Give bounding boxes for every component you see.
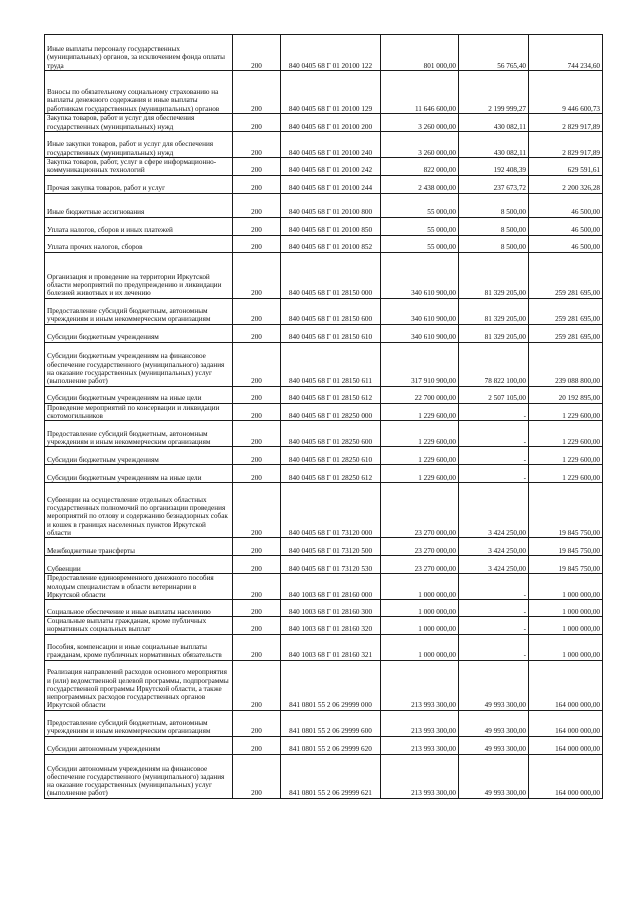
row-approved-cell: 1 000 000,00 <box>381 617 459 635</box>
row-executed-cell: - <box>459 403 529 421</box>
row-executed-cell: - <box>459 447 529 465</box>
row-budget-code-cell: 841 0801 55 2 06 29999 620 <box>281 736 381 754</box>
row-approved-cell: 1 229 600,00 <box>381 465 459 483</box>
row-budget-code-cell: 841 0801 55 2 06 29999 000 <box>281 660 381 710</box>
row-unexecuted-cell: 1 000 000,00 <box>529 600 603 617</box>
row-name-cell: Иные бюджетные ассигнования <box>45 193 233 217</box>
row-approved-cell: 1 229 600,00 <box>381 421 459 447</box>
row-unexecuted-cell: 1 229 600,00 <box>529 465 603 483</box>
row-name-cell: Субсидии автономным учреждениям на финансовое обеспечение государственного (муниципального) задания на оказание государственных (муниципальных) услуг (выполнение работ) <box>45 754 233 798</box>
row-approved-cell: 1 229 600,00 <box>381 403 459 421</box>
row-unexecuted-cell: 744 234,60 <box>529 35 603 71</box>
row-executed-cell: - <box>459 465 529 483</box>
row-executed-cell: - <box>459 617 529 635</box>
row-executed-cell: 56 765,40 <box>459 35 529 71</box>
row-name-cell: Предоставление субсидий бюджетным, автономным учреждениям и иным некоммерческим организациям <box>45 421 233 447</box>
row-budget-code-cell: 841 0801 55 2 06 29999 600 <box>281 710 381 736</box>
row-unexecuted-cell: 629 591,61 <box>529 158 603 176</box>
row-budget-code-cell: 841 0801 55 2 06 29999 621 <box>281 754 381 798</box>
table-row <box>45 556 603 574</box>
table-row <box>45 217 603 235</box>
row-name-cell: Закупка товаров, работ, услуг в сфере информационно-коммуникационных технологий <box>45 158 233 176</box>
row-approved-cell: 22 700 000,00 <box>381 386 459 403</box>
row-budget-code-cell: 840 0405 68 Г 01 73120 530 <box>281 556 381 574</box>
row-budget-code-cell: 840 0405 68 Г 01 28150 000 <box>281 252 381 298</box>
row-executed-cell: 8 500,00 <box>459 217 529 235</box>
row-executed-cell: 3 424 250,00 <box>459 483 529 538</box>
row-executed-cell: - <box>459 634 529 660</box>
row-executed-cell: - <box>459 574 529 600</box>
row-executed-cell: - <box>459 421 529 447</box>
row-unexecuted-cell: 259 281 695,00 <box>529 298 603 324</box>
row-unexecuted-cell: 164 000 000,00 <box>529 736 603 754</box>
row-executed-cell: 237 673,72 <box>459 175 529 193</box>
row-approved-cell: 213 993 300,00 <box>381 710 459 736</box>
row-budget-code-cell: 840 0405 68 Г 01 20100 800 <box>281 193 381 217</box>
row-name-cell: Проведение мероприятий по консервации и ликвидации скотомогильников <box>45 403 233 421</box>
row-unexecuted-cell: 1 000 000,00 <box>529 574 603 600</box>
row-name-cell: Межбюджетные трансферты <box>45 538 233 556</box>
row-unexecuted-cell: 46 500,00 <box>529 217 603 235</box>
row-line-code-cell: 200 <box>233 132 281 158</box>
row-approved-cell: 23 270 000,00 <box>381 556 459 574</box>
row-budget-code-cell: 840 1003 68 Г 01 28160 321 <box>281 634 381 660</box>
table-row <box>45 403 603 421</box>
table-row <box>45 324 603 342</box>
row-approved-cell: 1 000 000,00 <box>381 634 459 660</box>
row-budget-code-cell: 840 0405 68 Г 01 28250 612 <box>281 465 381 483</box>
table-row <box>45 235 603 252</box>
row-line-code-cell: 200 <box>233 235 281 252</box>
row-budget-code-cell: 840 0405 68 Г 01 20100 852 <box>281 235 381 252</box>
row-approved-cell: 11 646 600,00 <box>381 71 459 114</box>
row-budget-code-cell: 840 0405 68 Г 01 20100 122 <box>281 35 381 71</box>
row-unexecuted-cell: 164 000 000,00 <box>529 710 603 736</box>
row-executed-cell: 49 993 300,00 <box>459 660 529 710</box>
table-row <box>45 193 603 217</box>
table-row <box>45 660 603 710</box>
row-unexecuted-cell: 1 000 000,00 <box>529 634 603 660</box>
row-line-code-cell: 200 <box>233 710 281 736</box>
row-executed-cell: 78 822 100,00 <box>459 342 529 386</box>
row-approved-cell: 340 610 900,00 <box>381 298 459 324</box>
row-approved-cell: 23 270 000,00 <box>381 483 459 538</box>
row-line-code-cell: 200 <box>233 447 281 465</box>
row-name-cell: Субвенции <box>45 556 233 574</box>
row-approved-cell: 1 000 000,00 <box>381 600 459 617</box>
row-line-code-cell: 200 <box>233 617 281 635</box>
row-name-cell: Субсидии автономным учреждениям <box>45 736 233 754</box>
row-unexecuted-cell: 1 229 600,00 <box>529 447 603 465</box>
row-name-cell: Предоставление субсидий бюджетным, автономным учреждениям и иным некоммерческим организациям <box>45 710 233 736</box>
row-approved-cell: 23 270 000,00 <box>381 538 459 556</box>
row-approved-cell: 213 993 300,00 <box>381 660 459 710</box>
row-name-cell: Закупка товаров, работ и услуг для обеспечения государственных (муниципальных) нужд <box>45 114 233 132</box>
row-approved-cell: 822 000,00 <box>381 158 459 176</box>
row-budget-code-cell: 840 0405 68 Г 01 73120 000 <box>281 483 381 538</box>
row-approved-cell: 1 000 000,00 <box>381 574 459 600</box>
row-executed-cell: 49 993 300,00 <box>459 710 529 736</box>
row-budget-code-cell: 840 0405 68 Г 01 20100 242 <box>281 158 381 176</box>
row-line-code-cell: 200 <box>233 175 281 193</box>
row-line-code-cell: 200 <box>233 465 281 483</box>
row-budget-code-cell: 840 0405 68 Г 01 20100 244 <box>281 175 381 193</box>
table-row <box>45 158 603 176</box>
row-unexecuted-cell: 46 500,00 <box>529 235 603 252</box>
budget-execution-table <box>44 34 603 799</box>
row-line-code-cell: 200 <box>233 600 281 617</box>
row-line-code-cell: 200 <box>233 324 281 342</box>
row-name-cell: Уплата налогов, сборов и иных платежей <box>45 217 233 235</box>
row-approved-cell: 55 000,00 <box>381 217 459 235</box>
row-line-code-cell: 200 <box>233 754 281 798</box>
row-budget-code-cell: 840 0405 68 Г 01 73120 500 <box>281 538 381 556</box>
row-approved-cell: 317 910 900,00 <box>381 342 459 386</box>
row-line-code-cell: 200 <box>233 342 281 386</box>
row-line-code-cell: 200 <box>233 252 281 298</box>
row-line-code-cell: 200 <box>233 556 281 574</box>
row-executed-cell: 8 500,00 <box>459 193 529 217</box>
row-unexecuted-cell: 2 200 326,28 <box>529 175 603 193</box>
row-name-cell: Уплата прочих налогов, сборов <box>45 235 233 252</box>
table-row <box>45 538 603 556</box>
row-budget-code-cell: 840 0405 68 Г 01 28250 610 <box>281 447 381 465</box>
row-name-cell: Иные выплаты персоналу государственных (муниципальных) органов, за исключением фонда оплаты труда <box>45 35 233 71</box>
row-approved-cell: 55 000,00 <box>381 193 459 217</box>
row-executed-cell: 430 082,11 <box>459 132 529 158</box>
row-executed-cell: 81 329 205,00 <box>459 252 529 298</box>
row-name-cell: Субсидии бюджетным учреждениям на иные цели <box>45 465 233 483</box>
table-row <box>45 754 603 798</box>
row-budget-code-cell: 840 0405 68 Г 01 28150 610 <box>281 324 381 342</box>
row-approved-cell: 3 260 000,00 <box>381 132 459 158</box>
row-approved-cell: 213 993 300,00 <box>381 736 459 754</box>
row-line-code-cell: 200 <box>233 483 281 538</box>
row-unexecuted-cell: 2 829 917,89 <box>529 114 603 132</box>
row-name-cell: Предоставление единовременного денежного пособия молодым специалистам в области ветеринарии в Иркутской области <box>45 574 233 600</box>
row-executed-cell: 49 993 300,00 <box>459 736 529 754</box>
row-approved-cell: 340 610 900,00 <box>381 324 459 342</box>
row-line-code-cell: 200 <box>233 158 281 176</box>
row-budget-code-cell: 840 0405 68 Г 01 28150 611 <box>281 342 381 386</box>
table-body <box>45 35 603 799</box>
row-executed-cell: 192 408,39 <box>459 158 529 176</box>
row-budget-code-cell: 840 0405 68 Г 01 28250 000 <box>281 403 381 421</box>
row-name-cell: Организация и проведение на территории Иркутской области мероприятий по предупреждению и ликвидации болезней животных и их лечению <box>45 252 233 298</box>
row-line-code-cell: 200 <box>233 298 281 324</box>
table-row <box>45 132 603 158</box>
row-line-code-cell: 200 <box>233 660 281 710</box>
row-executed-cell: 3 424 250,00 <box>459 538 529 556</box>
row-unexecuted-cell: 19 845 750,00 <box>529 538 603 556</box>
row-line-code-cell: 200 <box>233 193 281 217</box>
row-approved-cell: 2 438 000,00 <box>381 175 459 193</box>
table-row <box>45 574 603 600</box>
table-row <box>45 634 603 660</box>
row-name-cell: Субсидии бюджетным учреждениям на иные цели <box>45 386 233 403</box>
table-row <box>45 600 603 617</box>
row-name-cell: Субсидии бюджетным учреждениям <box>45 324 233 342</box>
row-unexecuted-cell: 239 088 800,00 <box>529 342 603 386</box>
row-budget-code-cell: 840 1003 68 Г 01 28160 000 <box>281 574 381 600</box>
row-line-code-cell: 200 <box>233 217 281 235</box>
table-row <box>45 252 603 298</box>
table-row <box>45 175 603 193</box>
row-approved-cell: 3 260 000,00 <box>381 114 459 132</box>
table-row <box>45 447 603 465</box>
row-name-cell: Социальное обеспечение и иные выплаты населению <box>45 600 233 617</box>
row-executed-cell: 430 082,11 <box>459 114 529 132</box>
row-budget-code-cell: 840 1003 68 Г 01 28160 300 <box>281 600 381 617</box>
row-unexecuted-cell: 259 281 695,00 <box>529 324 603 342</box>
table-row <box>45 342 603 386</box>
row-executed-cell: 49 993 300,00 <box>459 754 529 798</box>
row-approved-cell: 801 000,00 <box>381 35 459 71</box>
row-approved-cell: 55 000,00 <box>381 235 459 252</box>
row-unexecuted-cell: 19 845 750,00 <box>529 556 603 574</box>
row-unexecuted-cell: 46 500,00 <box>529 193 603 217</box>
row-line-code-cell: 200 <box>233 114 281 132</box>
table-row <box>45 386 603 403</box>
row-line-code-cell: 200 <box>233 403 281 421</box>
row-budget-code-cell: 840 0405 68 Г 01 20100 240 <box>281 132 381 158</box>
row-budget-code-cell: 840 0405 68 Г 01 28250 600 <box>281 421 381 447</box>
row-budget-code-cell: 840 0405 68 Г 01 20100 850 <box>281 217 381 235</box>
row-unexecuted-cell: 1 229 600,00 <box>529 403 603 421</box>
row-name-cell: Предоставление субсидий бюджетным, автономным учреждениям и иным некоммерческим организациям <box>45 298 233 324</box>
row-budget-code-cell: 840 0405 68 Г 01 28150 612 <box>281 386 381 403</box>
table-row <box>45 617 603 635</box>
row-approved-cell: 1 229 600,00 <box>381 447 459 465</box>
table-row <box>45 421 603 447</box>
row-executed-cell: 81 329 205,00 <box>459 298 529 324</box>
table-row <box>45 736 603 754</box>
table-row <box>45 465 603 483</box>
row-line-code-cell: 200 <box>233 71 281 114</box>
row-line-code-cell: 200 <box>233 35 281 71</box>
row-name-cell: Субсидии бюджетным учреждениям <box>45 447 233 465</box>
table-row <box>45 483 603 538</box>
row-approved-cell: 213 993 300,00 <box>381 754 459 798</box>
row-unexecuted-cell: 164 000 000,00 <box>529 660 603 710</box>
row-line-code-cell: 200 <box>233 736 281 754</box>
row-executed-cell: 81 329 205,00 <box>459 324 529 342</box>
row-budget-code-cell: 840 0405 68 Г 01 28150 600 <box>281 298 381 324</box>
row-name-cell: Социальные выплаты гражданам, кроме публичных нормативных социальных выплат <box>45 617 233 635</box>
row-line-code-cell: 200 <box>233 634 281 660</box>
table-row <box>45 71 603 114</box>
row-name-cell: Иные закупки товаров, работ и услуг для обеспечения государственных (муниципальных) нужд <box>45 132 233 158</box>
table-row <box>45 710 603 736</box>
row-executed-cell: 3 424 250,00 <box>459 556 529 574</box>
row-name-cell: Реализация направлений расходов основного мероприятия и (или) ведомственной целевой программы, подпрограммы государственной программы Иркутской области, а также непрограммных расходов государственных органов Иркутской области <box>45 660 233 710</box>
row-name-cell: Субвенции на осуществление отдельных областных государственных полномочий по организации проведения мероприятий по отлову и содержанию безнадзорных собак и кошек в границах населенных пунктов Иркутской области <box>45 483 233 538</box>
row-executed-cell: 8 500,00 <box>459 235 529 252</box>
row-unexecuted-cell: 259 281 695,00 <box>529 252 603 298</box>
row-unexecuted-cell: 19 845 750,00 <box>529 483 603 538</box>
row-name-cell: Пособия, компенсации и иные социальные выплаты гражданам, кроме публичных нормативных обязательств <box>45 634 233 660</box>
row-unexecuted-cell: 1 229 600,00 <box>529 421 603 447</box>
table-row <box>45 35 603 71</box>
row-line-code-cell: 200 <box>233 421 281 447</box>
row-budget-code-cell: 840 0405 68 Г 01 20100 200 <box>281 114 381 132</box>
row-name-cell: Прочая закупка товаров, работ и услуг <box>45 175 233 193</box>
row-line-code-cell: 200 <box>233 538 281 556</box>
row-unexecuted-cell: 20 192 895,00 <box>529 386 603 403</box>
table-row <box>45 114 603 132</box>
row-executed-cell: 2 199 999,27 <box>459 71 529 114</box>
row-budget-code-cell: 840 0405 68 Г 01 20100 129 <box>281 71 381 114</box>
row-line-code-cell: 200 <box>233 386 281 403</box>
row-name-cell: Субсидии бюджетным учреждениям на финансовое обеспечение государственного (муниципального) задания на оказание государственных (муниципальных) услуг (выполнение работ) <box>45 342 233 386</box>
row-unexecuted-cell: 164 000 000,00 <box>529 754 603 798</box>
row-unexecuted-cell: 2 829 917,89 <box>529 132 603 158</box>
row-executed-cell: - <box>459 600 529 617</box>
row-executed-cell: 2 507 105,00 <box>459 386 529 403</box>
row-name-cell: Взносы по обязательному социальному страхованию на выплаты денежного содержания и иные выплаты работникам государственных (муниципальных) органов <box>45 71 233 114</box>
row-line-code-cell: 200 <box>233 574 281 600</box>
row-unexecuted-cell: 1 000 000,00 <box>529 617 603 635</box>
row-approved-cell: 340 610 900,00 <box>381 252 459 298</box>
table-row <box>45 298 603 324</box>
row-unexecuted-cell: 9 446 600,73 <box>529 71 603 114</box>
row-budget-code-cell: 840 1003 68 Г 01 28160 320 <box>281 617 381 635</box>
